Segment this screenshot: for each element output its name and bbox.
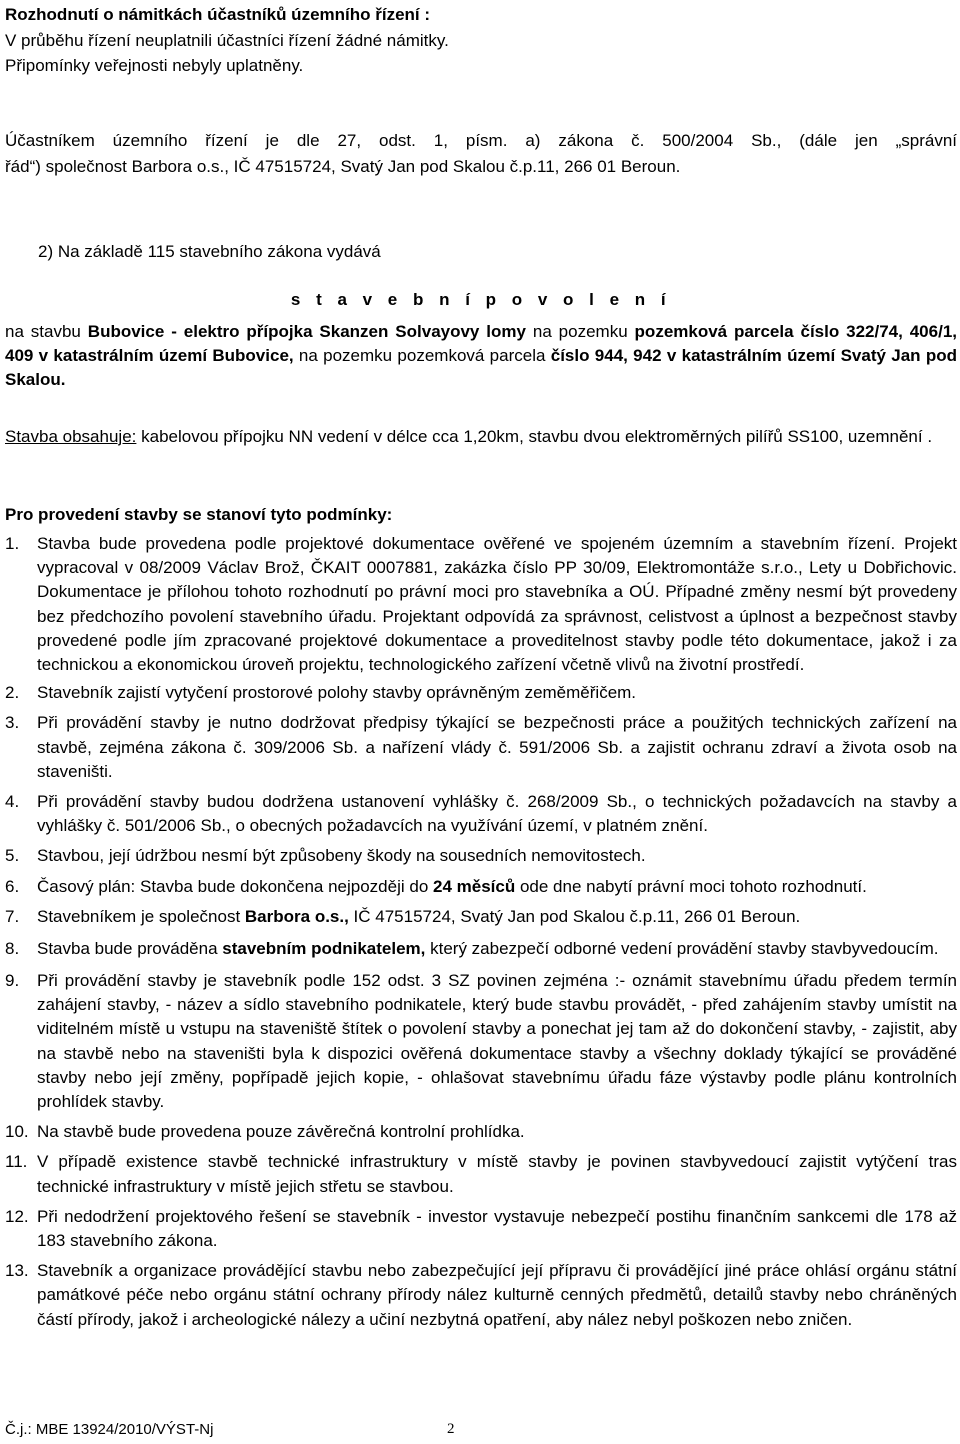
condition-7-company: Barbora o.s., [244,906,349,926]
reference-number: Č.j.: MBE 13924/2010/VÝST-Nj [5,1421,214,1438]
condition-number: 1. [5,534,20,553]
page-footer [5,1421,455,1438]
condition-item [5,905,957,929]
condition-text: Stavebník a organizace provádějící stavbu nebo zabezpečující její přípravu či provádějící jiné práce ohlásí orgánu státní památkové péče nebo orgánu státní ochrany přírody nález kulturně cenných předmětů, detailů stavby nebo chráněných částí přírody, jakož i archeologické nálezy a učiní nezbytná opatření, aby nález nebyl poškozen nebo zničen. [37,1261,957,1329]
building-description [5,320,957,392]
condition-6-deadline: 24 měsíců [433,876,516,896]
condition-text [37,875,957,899]
condition-item [5,1150,957,1198]
building-on-plot-2: na pozemku pozemková parcela [293,346,551,365]
condition-7-text-a: Stavebníkem je společnost [37,906,245,926]
condition-6-text-a: Časový plán: Stavba bude dokončena nejpozději do [37,876,434,896]
participant-paragraph [5,128,957,180]
condition-item [5,875,957,899]
contents-label: Stavba obsahuje: [5,427,137,446]
building-plots-bubovice: číslo 322/74, 406/1, 409 v katastrálním území Bubovice, [5,322,957,365]
condition-text: Při nedodržení projektového řešení se stavebník - investor vystavuje nebezpečí postihu finančním sankcemi dle 178 až 183 stavebního zákona. [37,1206,957,1251]
section-title: Rozhodnutí o námitkách účastníků územního řízení : [5,5,431,24]
condition-number: 13. [5,1261,29,1281]
condition-number: 4. [5,792,20,812]
conditions-heading: Pro provedení stavby se stanoví tyto podmínky: [5,505,393,524]
condition-number: 7. [5,906,20,926]
building-on-plot: na pozemku [525,322,635,341]
condition-item [5,532,957,677]
no-comments-text: Připomínky veřejnosti nebyly uplatněny. [5,56,304,75]
condition-8-text-c: který zabezpečí odborné vedení provádění stavby stavbyvedoucím. [425,939,939,959]
condition-item [5,844,957,868]
condition-number: 10. [5,1122,29,1142]
condition-text [37,905,957,929]
condition-item [5,711,957,784]
building-plot-label: pozemková parcela [634,322,794,341]
condition-text: Při provádění stavby je stavebník podle 152 odst. 3 SZ povinen zejména :- oznámit stavebnímu úřadu předem termín zahájení stavby, - název a sídlo stavebního podnikatele, který bude stavbu provádět, - před zahájením stavby umístit na viditelném místě u vstupu na staveniště štítek o povolení stavby a ponechat jej tam až do dokončení stavby, - zajistit, aby na stavbě nebo na staveništi byla k dispozici ověřená dokumentace stavby a všechny doklady týkající se prováděné stavby nebo její změny, popřípadě jejich kopie, - ohlašovat stavebnímu úřadu fáze výstavby podle plánu kontrolních prohlídek stavby. [37,971,957,1112]
condition-number: 11. [5,1152,28,1172]
page-number: 2 [447,1421,455,1437]
building-name: Bubovice - elektro přípojka Skanzen Solvayovy lomy [87,322,526,341]
condition-8-text-a: Stavba bude prováděna [37,939,223,959]
condition-7-text-c: IČ 47515724, Svatý Jan pod Skalou č.p.11, 266 01 Beroun. [348,906,801,926]
condition-text: Stavebník zajistí vytyčení prostorové polohy stavby oprávněným zeměměřičem. [37,683,637,703]
condition-8-contractor: stavebním podnikatelem, [222,939,426,959]
condition-item [5,1259,957,1332]
condition-number: 2. [5,683,20,703]
decision-intro: 2) Na základě 115 stavebního zákona vydává [38,242,381,261]
condition-6-text-c: ode dne nabytí právní moci tohoto rozhodnutí. [515,876,867,896]
building-cadastre: v katastrálním území Svatý Jan pod Skalou. [5,346,957,389]
condition-number: 12. [5,1206,29,1226]
condition-item [5,790,957,838]
condition-text: Při provádění stavby je nutno dodržovat předpisy týkající se bezpečnosti práce a použitých technických zařízení na stavbě, zejména zákona č. 309/2006 Sb. a nařízení vlády č. 591/2006 Sb. a zajistit ochranu zdraví a života osob na staveništi. [37,713,957,781]
condition-item [5,935,957,963]
building-plots-numbers: číslo 944, 942 [550,346,662,365]
condition-item [5,969,957,1114]
condition-number: 9. [5,971,20,991]
participant-line-1: Účastníkem územního řízení je dle 27, odst. 1, písm. a) zákona č. 500/2004 Sb., (dále jen „správní [5,131,957,150]
condition-number: 6. [5,876,20,896]
building-prefix: na stavbu [5,322,88,341]
decision-heading: s t a v e b n í p o v o l e n í [290,290,672,309]
condition-number: 5. [5,846,20,866]
conditions-list [5,532,957,1332]
condition-text: Stavbou, její údržbou nesmí být způsobeny škody na sousedních nemovitostech. [37,846,646,866]
no-objections-text: V průběhu řízení neuplatnili účastníci řízení žádné námitky. [5,31,449,50]
participant-line-2: řád“) společnost Barbora o.s., IČ 47515724, Svatý Jan pod Skalou č.p.11, 266 01 Beroun. [5,157,681,176]
condition-item [5,1120,957,1144]
condition-text: Na stavbě bude provedena pouze závěrečná kontrolní prohlídka. [37,1122,525,1142]
condition-number: 3. [5,713,20,733]
condition-number: 8. [5,939,20,959]
condition-text: Při provádění stavby budou dodržena ustanovení vyhlášky č. 268/2009 Sb., o technických požadavcích na stavby a vyhlášky č. 501/2006 Sb., o obecných požadavcích na využívání území, v platném znění. [37,792,957,836]
condition-text: Stavba bude provedena podle projektové dokumentace ověřené ve spojeném územním a stavebním řízení. Projekt vypracoval v 08/2009 Václav Brož, ČKAIT 0007881, zakázka číslo PP 30/09, Elektromontáže s.r.o., Lety u Dobřichovic. Dokumentace je přílohou tohoto rozhodnutí po právní moci pro stavebníka a OÚ. Případné změny nesmí být provedeny bez předchozího povolení stavebního úřadu. Projektant odpovídá za správnost, celistvost a úplnost a bezpečnost stavby provedené podle jím zpracované projektové dokumentace a proveditelnost stavby podle této dokumentace, jakož i za technickou a ekonomickou úroveň projektu, technologického zařízení včetně vlivů na životní prostředí. [37,534,957,675]
condition-item [5,681,957,705]
condition-item [5,1205,957,1253]
condition-text [37,935,957,963]
condition-text: V případě existence stavbě technické infrastruktury v místě stavby je povinen stavbyvedoucí zajistit vytýčení tras technické infrastruktury v místě jejich střetu se stavbou. [37,1152,957,1196]
contents-paragraph [5,424,957,449]
contents-text: kabelovou přípojku NN vedení v délce cca 1,20km, stavbu dvou elektroměrných pilířů SS100, uzemnění . [136,427,933,446]
